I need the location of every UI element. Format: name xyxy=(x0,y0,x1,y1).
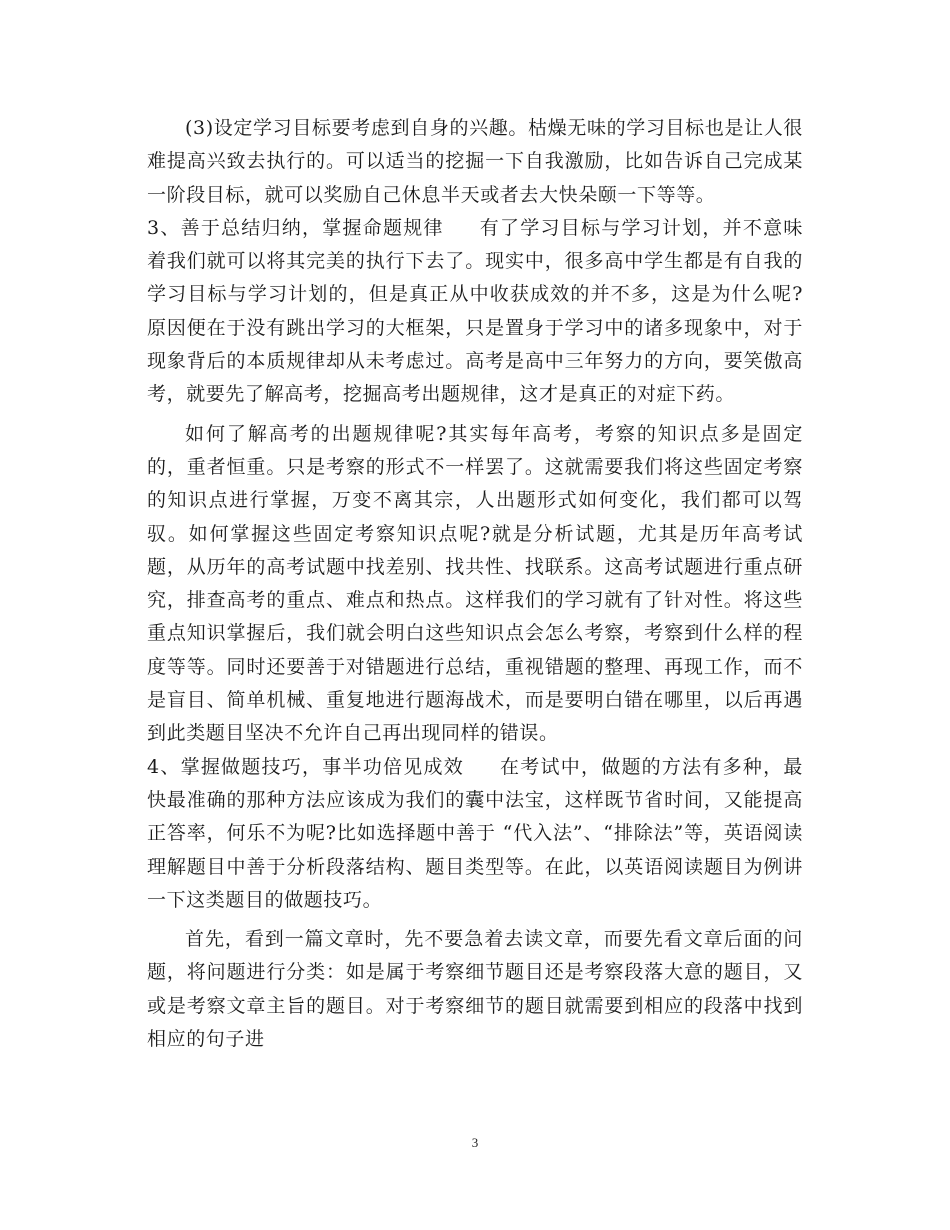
paragraph-text: 首先，看到一篇文章时，先不要急着去读文章，而要先看文章后面的问题，将问题进行分类：如是属于考察细节题目还是考察段落大意的题目，又或是考察文章主旨的题目。对于考察细节的题目就需要到相应的段落中找到相应的句子进 xyxy=(147,928,803,1051)
paragraph-problem-techniques xyxy=(147,751,803,917)
section-heading-3: 3、善于总结归纳，掌握命题规律 xyxy=(147,216,444,239)
paragraph-text: 有了学习目标与学习计划，并不意味着我们就可以将其完美的执行下去了。现实中，很多高中学生都是有自我的学习目标与学习计划的，但是真正从中收获成效的并不多，这是为什么呢?原因便在于没有跳出学习的大框架，只是置身于学习中的诸多现象中，对于现象背后的本质规律却从未考虑过。高考是高中三年努力的方向，要笑傲高考，就要先了解高考，挖掘高考出题规律，这才是真正的对症下药。 xyxy=(147,216,803,406)
paragraph-text: 如何了解高考的出题规律呢?其实每年高考，考察的知识点多是固定的，重者恒重。只是考察的形式不一样罢了。这就需要我们将这些固定考察的知识点进行掌握，万变不离其宗，人出题形式如何变化，我们都可以驾驭。如何掌握这些固定考察知识点呢?就是分析试题，尤其是历年高考试题，从历年的高考试题中找差别、找共性、找联系。这高考试题进行重点研究，排查高考的重点、难点和热点。这样我们的学习就有了针对性。将这些重点知识掌握后，我们就会明白这些知识点会怎么考察，考察到什么样的程度等等。同时还要善于对错题进行总结，重视错题的整理、再现工作，而不是盲目、简单机械、重复地进行题海战术，而是要明白错在哪里，以后再遇到此类题目坚决不允许自己再出现同样的错误。 xyxy=(147,422,803,745)
paragraph-reading-first xyxy=(147,923,803,1056)
paragraph-exam-patterns xyxy=(147,418,803,751)
page-number: 3 xyxy=(471,1135,479,1150)
paragraph-interest-goals xyxy=(147,112,803,212)
paragraph-summarize-rules xyxy=(147,212,803,412)
document-body xyxy=(147,112,803,1056)
paragraph-text: (3)设定学习目标要考虑到自身的兴趣。枯燥无味的学习目标也是让人很难提高兴致去执行的。可以适当的挖掘一下自我激励，比如告诉自己完成某一阶段目标，就可以奖励自己休息半天或者去大快朵颐一下等等。 xyxy=(147,117,803,206)
paragraph-text: 在考试中，做题的方法有多种，最快最准确的那种方法应该成为我们的囊中法宝，这样既节省时间，又能提高正答率，何乐不为呢?比如选择题中善于 “代入法”、“排除法”等，英语阅读理解题目中善于分析段落结构、题目类型等。在此，以英语阅读题目为例讲一下这类题目的做题技巧。 xyxy=(147,755,803,911)
section-heading-4: 4、掌握做题技巧，事半功倍见成效 xyxy=(147,755,464,778)
